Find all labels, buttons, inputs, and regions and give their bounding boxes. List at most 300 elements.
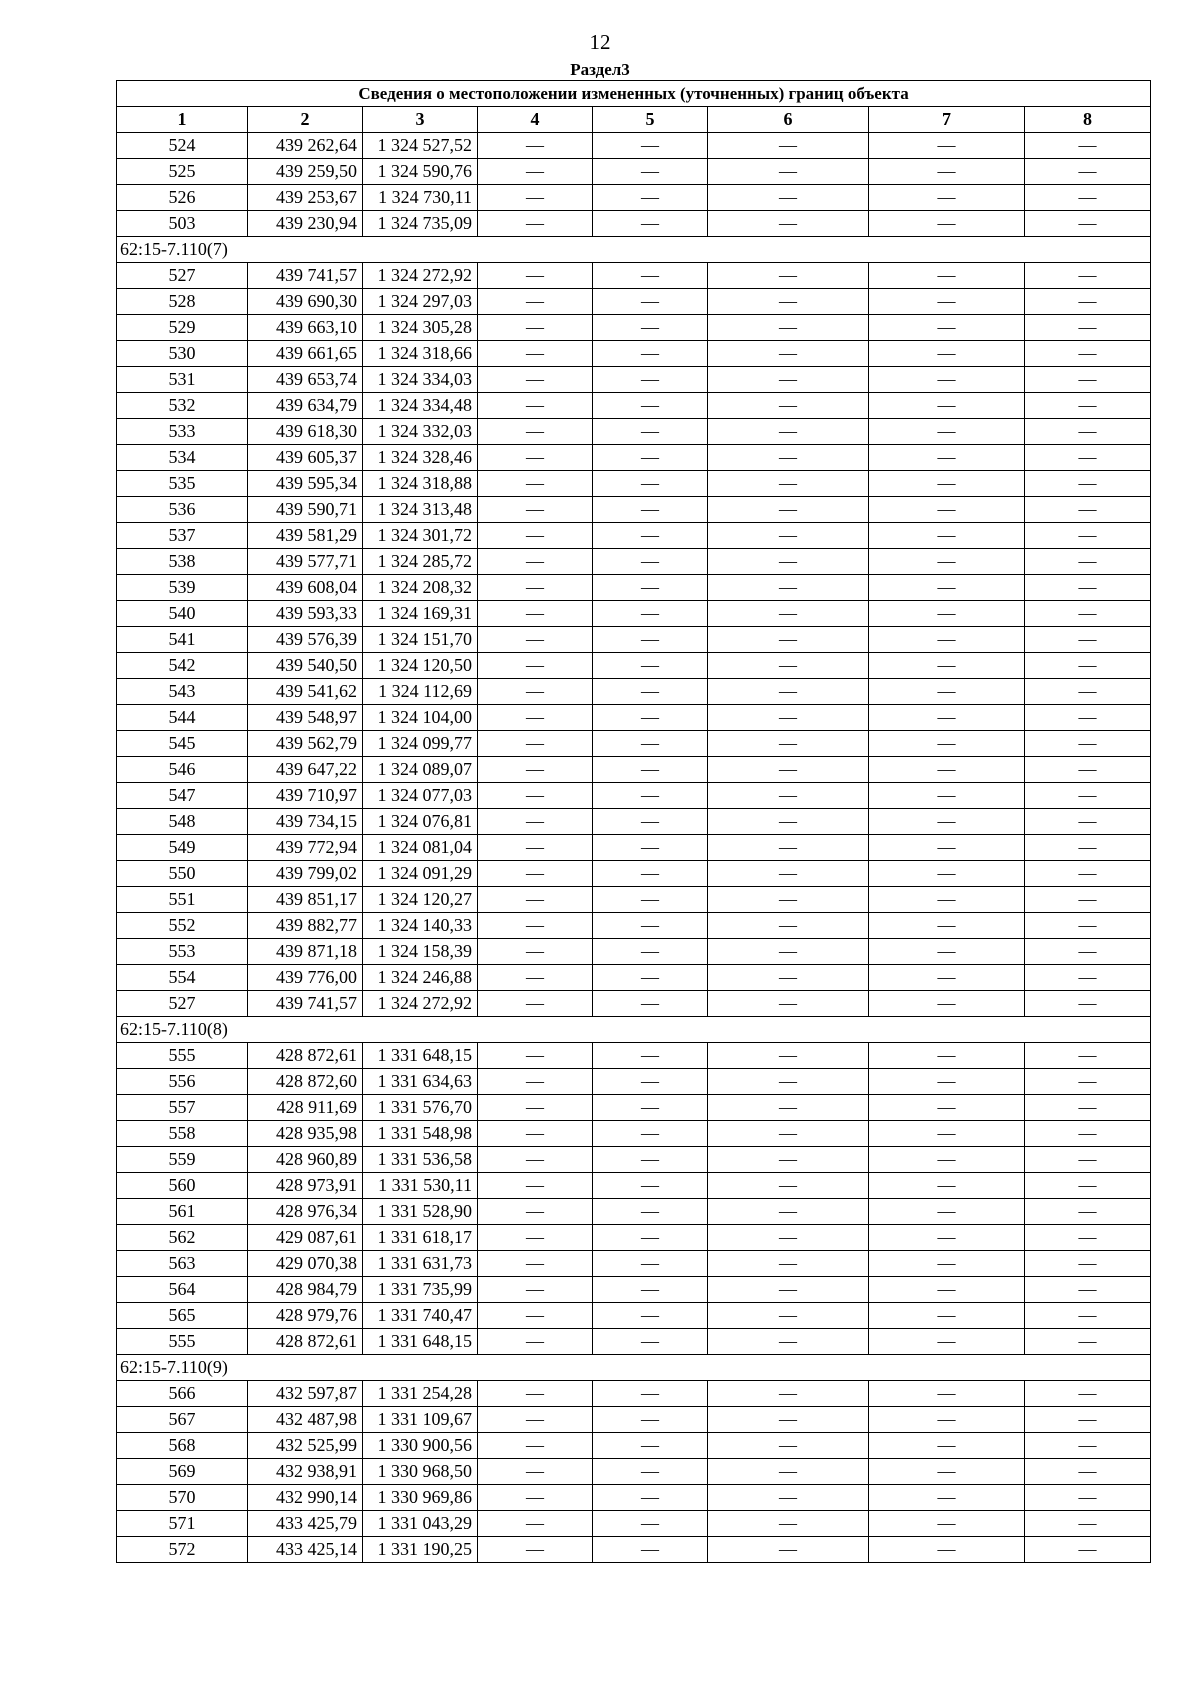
empty-value-cell: — bbox=[708, 1147, 869, 1173]
empty-value-cell: — bbox=[593, 419, 708, 445]
x-coordinate-cell: 439 647,22 bbox=[248, 757, 363, 783]
table-row bbox=[117, 1537, 1151, 1563]
empty-value-cell: — bbox=[593, 679, 708, 705]
empty-value-cell: — bbox=[593, 1381, 708, 1407]
empty-value-cell: — bbox=[869, 419, 1025, 445]
x-coordinate-cell: 439 262,64 bbox=[248, 133, 363, 159]
point-number-cell: 527 bbox=[117, 263, 248, 289]
empty-value-cell: — bbox=[708, 601, 869, 627]
empty-value-cell: — bbox=[1025, 1251, 1151, 1277]
table-row bbox=[117, 1511, 1151, 1537]
point-number-cell: 562 bbox=[117, 1225, 248, 1251]
empty-value-cell: — bbox=[708, 861, 869, 887]
empty-value-cell: — bbox=[478, 783, 593, 809]
empty-value-cell: — bbox=[708, 1485, 869, 1511]
y-coordinate-cell: 1 324 527,52 bbox=[363, 133, 478, 159]
x-coordinate-cell: 439 541,62 bbox=[248, 679, 363, 705]
table-row bbox=[117, 1043, 1151, 1069]
x-coordinate-cell: 439 851,17 bbox=[248, 887, 363, 913]
empty-value-cell: — bbox=[1025, 497, 1151, 523]
y-coordinate-cell: 1 331 536,58 bbox=[363, 1147, 478, 1173]
empty-value-cell: — bbox=[593, 1459, 708, 1485]
empty-value-cell: — bbox=[478, 497, 593, 523]
empty-value-cell: — bbox=[478, 523, 593, 549]
empty-value-cell: — bbox=[869, 757, 1025, 783]
empty-value-cell: — bbox=[1025, 861, 1151, 887]
y-coordinate-cell: 1 324 334,48 bbox=[363, 393, 478, 419]
point-number-cell: 526 bbox=[117, 185, 248, 211]
empty-value-cell: — bbox=[593, 1511, 708, 1537]
empty-value-cell: — bbox=[593, 887, 708, 913]
empty-value-cell: — bbox=[593, 783, 708, 809]
empty-value-cell: — bbox=[708, 1199, 869, 1225]
empty-value-cell: — bbox=[478, 367, 593, 393]
point-number-cell: 536 bbox=[117, 497, 248, 523]
table-row bbox=[117, 1433, 1151, 1459]
y-coordinate-cell: 1 324 081,04 bbox=[363, 835, 478, 861]
empty-value-cell: — bbox=[593, 1485, 708, 1511]
empty-value-cell: — bbox=[869, 497, 1025, 523]
x-coordinate-cell: 439 618,30 bbox=[248, 419, 363, 445]
empty-value-cell: — bbox=[478, 1459, 593, 1485]
point-number-cell: 550 bbox=[117, 861, 248, 887]
empty-value-cell: — bbox=[708, 263, 869, 289]
empty-value-cell: — bbox=[708, 549, 869, 575]
empty-value-cell: — bbox=[708, 705, 869, 731]
empty-value-cell: — bbox=[708, 445, 869, 471]
point-number-cell: 555 bbox=[117, 1329, 248, 1355]
empty-value-cell: — bbox=[593, 185, 708, 211]
x-coordinate-cell: 439 230,94 bbox=[248, 211, 363, 237]
empty-value-cell: — bbox=[708, 1303, 869, 1329]
y-coordinate-cell: 1 331 528,90 bbox=[363, 1199, 478, 1225]
empty-value-cell: — bbox=[593, 315, 708, 341]
point-number-cell: 558 bbox=[117, 1121, 248, 1147]
group-label: 62:15-7.110(8) bbox=[117, 1017, 1151, 1043]
point-number-cell: 557 bbox=[117, 1095, 248, 1121]
y-coordinate-cell: 1 324 140,33 bbox=[363, 913, 478, 939]
empty-value-cell: — bbox=[478, 1511, 593, 1537]
empty-value-cell: — bbox=[869, 1277, 1025, 1303]
empty-value-cell: — bbox=[708, 471, 869, 497]
table-row bbox=[117, 159, 1151, 185]
empty-value-cell: — bbox=[869, 861, 1025, 887]
empty-value-cell: — bbox=[478, 1303, 593, 1329]
empty-value-cell: — bbox=[869, 211, 1025, 237]
point-number-cell: 572 bbox=[117, 1537, 248, 1563]
x-coordinate-cell: 439 661,65 bbox=[248, 341, 363, 367]
group-label: 62:15-7.110(7) bbox=[117, 237, 1151, 263]
empty-value-cell: — bbox=[593, 731, 708, 757]
table-row bbox=[117, 133, 1151, 159]
empty-value-cell: — bbox=[478, 1381, 593, 1407]
empty-value-cell: — bbox=[708, 1043, 869, 1069]
group-label: 62:15-7.110(9) bbox=[117, 1355, 1151, 1381]
table-row bbox=[117, 601, 1151, 627]
empty-value-cell: — bbox=[593, 991, 708, 1017]
table-row bbox=[117, 1381, 1151, 1407]
table-row bbox=[117, 185, 1151, 211]
table-row bbox=[117, 341, 1151, 367]
empty-value-cell: — bbox=[708, 1277, 869, 1303]
point-number-cell: 551 bbox=[117, 887, 248, 913]
empty-value-cell: — bbox=[1025, 289, 1151, 315]
empty-value-cell: — bbox=[478, 211, 593, 237]
point-number-cell: 503 bbox=[117, 211, 248, 237]
empty-value-cell: — bbox=[478, 393, 593, 419]
group-row bbox=[117, 1355, 1151, 1381]
empty-value-cell: — bbox=[869, 679, 1025, 705]
empty-value-cell: — bbox=[869, 1485, 1025, 1511]
empty-value-cell: — bbox=[1025, 445, 1151, 471]
empty-value-cell: — bbox=[593, 523, 708, 549]
empty-value-cell: — bbox=[869, 913, 1025, 939]
group-row bbox=[117, 1017, 1151, 1043]
empty-value-cell: — bbox=[869, 627, 1025, 653]
empty-value-cell: — bbox=[869, 1537, 1025, 1563]
empty-value-cell: — bbox=[708, 809, 869, 835]
table-row bbox=[117, 471, 1151, 497]
table-row bbox=[117, 1251, 1151, 1277]
column-header-1: 1 bbox=[117, 107, 248, 133]
point-number-cell: 560 bbox=[117, 1173, 248, 1199]
empty-value-cell: — bbox=[1025, 393, 1151, 419]
empty-value-cell: — bbox=[478, 1433, 593, 1459]
y-coordinate-cell: 1 324 318,88 bbox=[363, 471, 478, 497]
empty-value-cell: — bbox=[593, 1173, 708, 1199]
point-number-cell: 530 bbox=[117, 341, 248, 367]
empty-value-cell: — bbox=[708, 575, 869, 601]
point-number-cell: 549 bbox=[117, 835, 248, 861]
empty-value-cell: — bbox=[869, 367, 1025, 393]
point-number-cell: 568 bbox=[117, 1433, 248, 1459]
empty-value-cell: — bbox=[1025, 263, 1151, 289]
empty-value-cell: — bbox=[593, 263, 708, 289]
empty-value-cell: — bbox=[1025, 991, 1151, 1017]
empty-value-cell: — bbox=[478, 159, 593, 185]
empty-value-cell: — bbox=[869, 601, 1025, 627]
table-caption-row bbox=[117, 81, 1151, 107]
empty-value-cell: — bbox=[708, 965, 869, 991]
empty-value-cell: — bbox=[593, 1147, 708, 1173]
empty-value-cell: — bbox=[869, 653, 1025, 679]
y-coordinate-cell: 1 324 285,72 bbox=[363, 549, 478, 575]
empty-value-cell: — bbox=[1025, 133, 1151, 159]
point-number-cell: 528 bbox=[117, 289, 248, 315]
table-row bbox=[117, 809, 1151, 835]
x-coordinate-cell: 428 872,61 bbox=[248, 1329, 363, 1355]
empty-value-cell: — bbox=[478, 1095, 593, 1121]
point-number-cell: 548 bbox=[117, 809, 248, 835]
empty-value-cell: — bbox=[1025, 341, 1151, 367]
empty-value-cell: — bbox=[1025, 1381, 1151, 1407]
empty-value-cell: — bbox=[1025, 549, 1151, 575]
empty-value-cell: — bbox=[593, 627, 708, 653]
empty-value-cell: — bbox=[593, 913, 708, 939]
empty-value-cell: — bbox=[1025, 159, 1151, 185]
table-row bbox=[117, 367, 1151, 393]
empty-value-cell: — bbox=[1025, 1459, 1151, 1485]
empty-value-cell: — bbox=[593, 1303, 708, 1329]
empty-value-cell: — bbox=[708, 523, 869, 549]
x-coordinate-cell: 439 605,37 bbox=[248, 445, 363, 471]
empty-value-cell: — bbox=[708, 1511, 869, 1537]
table-row bbox=[117, 549, 1151, 575]
empty-value-cell: — bbox=[1025, 315, 1151, 341]
empty-value-cell: — bbox=[593, 1251, 708, 1277]
x-coordinate-cell: 439 776,00 bbox=[248, 965, 363, 991]
x-coordinate-cell: 432 597,87 bbox=[248, 1381, 363, 1407]
empty-value-cell: — bbox=[593, 809, 708, 835]
empty-value-cell: — bbox=[478, 809, 593, 835]
empty-value-cell: — bbox=[869, 1199, 1025, 1225]
point-number-cell: 547 bbox=[117, 783, 248, 809]
x-coordinate-cell: 439 734,15 bbox=[248, 809, 363, 835]
empty-value-cell: — bbox=[869, 1147, 1025, 1173]
empty-value-cell: — bbox=[708, 393, 869, 419]
empty-value-cell: — bbox=[1025, 1511, 1151, 1537]
y-coordinate-cell: 1 330 968,50 bbox=[363, 1459, 478, 1485]
point-number-cell: 565 bbox=[117, 1303, 248, 1329]
y-coordinate-cell: 1 324 208,32 bbox=[363, 575, 478, 601]
x-coordinate-cell: 433 425,79 bbox=[248, 1511, 363, 1537]
empty-value-cell: — bbox=[869, 1173, 1025, 1199]
point-number-cell: 541 bbox=[117, 627, 248, 653]
empty-value-cell: — bbox=[869, 1329, 1025, 1355]
table-row bbox=[117, 991, 1151, 1017]
y-coordinate-cell: 1 331 648,15 bbox=[363, 1043, 478, 1069]
point-number-cell: 564 bbox=[117, 1277, 248, 1303]
point-number-cell: 539 bbox=[117, 575, 248, 601]
y-coordinate-cell: 1 331 648,15 bbox=[363, 1329, 478, 1355]
y-coordinate-cell: 1 324 099,77 bbox=[363, 731, 478, 757]
x-coordinate-cell: 432 990,14 bbox=[248, 1485, 363, 1511]
empty-value-cell: — bbox=[593, 1329, 708, 1355]
empty-value-cell: — bbox=[478, 575, 593, 601]
x-coordinate-cell: 428 960,89 bbox=[248, 1147, 363, 1173]
table-row bbox=[117, 289, 1151, 315]
empty-value-cell: — bbox=[708, 1225, 869, 1251]
empty-value-cell: — bbox=[708, 133, 869, 159]
empty-value-cell: — bbox=[708, 159, 869, 185]
y-coordinate-cell: 1 324 301,72 bbox=[363, 523, 478, 549]
x-coordinate-cell: 439 562,79 bbox=[248, 731, 363, 757]
empty-value-cell: — bbox=[478, 705, 593, 731]
empty-value-cell: — bbox=[708, 653, 869, 679]
empty-value-cell: — bbox=[1025, 1069, 1151, 1095]
y-coordinate-cell: 1 324 120,27 bbox=[363, 887, 478, 913]
empty-value-cell: — bbox=[1025, 705, 1151, 731]
column-header-5: 5 bbox=[593, 107, 708, 133]
empty-value-cell: — bbox=[708, 835, 869, 861]
y-coordinate-cell: 1 331 548,98 bbox=[363, 1121, 478, 1147]
empty-value-cell: — bbox=[708, 367, 869, 393]
point-number-cell: 567 bbox=[117, 1407, 248, 1433]
x-coordinate-cell: 428 979,76 bbox=[248, 1303, 363, 1329]
empty-value-cell: — bbox=[1025, 1173, 1151, 1199]
point-number-cell: 553 bbox=[117, 939, 248, 965]
empty-value-cell: — bbox=[1025, 471, 1151, 497]
table-row bbox=[117, 627, 1151, 653]
empty-value-cell: — bbox=[478, 861, 593, 887]
empty-value-cell: — bbox=[478, 757, 593, 783]
point-number-cell: 540 bbox=[117, 601, 248, 627]
point-number-cell: 543 bbox=[117, 679, 248, 705]
empty-value-cell: — bbox=[478, 1147, 593, 1173]
y-coordinate-cell: 1 331 530,11 bbox=[363, 1173, 478, 1199]
empty-value-cell: — bbox=[478, 939, 593, 965]
empty-value-cell: — bbox=[708, 913, 869, 939]
point-number-cell: 563 bbox=[117, 1251, 248, 1277]
empty-value-cell: — bbox=[708, 185, 869, 211]
empty-value-cell: — bbox=[1025, 1433, 1151, 1459]
empty-value-cell: — bbox=[593, 341, 708, 367]
empty-value-cell: — bbox=[708, 1459, 869, 1485]
table-row bbox=[117, 419, 1151, 445]
empty-value-cell: — bbox=[593, 471, 708, 497]
empty-value-cell: — bbox=[869, 1381, 1025, 1407]
empty-value-cell: — bbox=[869, 185, 1025, 211]
empty-value-cell: — bbox=[593, 757, 708, 783]
empty-value-cell: — bbox=[708, 679, 869, 705]
empty-value-cell: — bbox=[593, 939, 708, 965]
column-header-4: 4 bbox=[478, 107, 593, 133]
empty-value-cell: — bbox=[869, 289, 1025, 315]
empty-value-cell: — bbox=[869, 1433, 1025, 1459]
x-coordinate-cell: 439 253,67 bbox=[248, 185, 363, 211]
empty-value-cell: — bbox=[478, 1329, 593, 1355]
table-row bbox=[117, 211, 1151, 237]
y-coordinate-cell: 1 324 104,00 bbox=[363, 705, 478, 731]
empty-value-cell: — bbox=[1025, 523, 1151, 549]
y-coordinate-cell: 1 331 043,29 bbox=[363, 1511, 478, 1537]
empty-value-cell: — bbox=[1025, 1225, 1151, 1251]
empty-value-cell: — bbox=[478, 1043, 593, 1069]
empty-value-cell: — bbox=[593, 1069, 708, 1095]
empty-value-cell: — bbox=[708, 1329, 869, 1355]
empty-value-cell: — bbox=[478, 1173, 593, 1199]
table-row bbox=[117, 1485, 1151, 1511]
empty-value-cell: — bbox=[708, 1407, 869, 1433]
table-row bbox=[117, 1303, 1151, 1329]
empty-value-cell: — bbox=[478, 913, 593, 939]
y-coordinate-cell: 1 331 634,63 bbox=[363, 1069, 478, 1095]
empty-value-cell: — bbox=[1025, 1277, 1151, 1303]
empty-value-cell: — bbox=[708, 991, 869, 1017]
empty-value-cell: — bbox=[708, 1433, 869, 1459]
y-coordinate-cell: 1 324 246,88 bbox=[363, 965, 478, 991]
y-coordinate-cell: 1 324 590,76 bbox=[363, 159, 478, 185]
table-row bbox=[117, 263, 1151, 289]
empty-value-cell: — bbox=[708, 315, 869, 341]
x-coordinate-cell: 439 581,29 bbox=[248, 523, 363, 549]
empty-value-cell: — bbox=[1025, 1407, 1151, 1433]
x-coordinate-cell: 439 710,97 bbox=[248, 783, 363, 809]
y-coordinate-cell: 1 324 112,69 bbox=[363, 679, 478, 705]
empty-value-cell: — bbox=[593, 289, 708, 315]
x-coordinate-cell: 439 259,50 bbox=[248, 159, 363, 185]
x-coordinate-cell: 428 872,60 bbox=[248, 1069, 363, 1095]
empty-value-cell: — bbox=[869, 445, 1025, 471]
empty-value-cell: — bbox=[478, 887, 593, 913]
empty-value-cell: — bbox=[593, 705, 708, 731]
empty-value-cell: — bbox=[478, 653, 593, 679]
empty-value-cell: — bbox=[478, 1251, 593, 1277]
empty-value-cell: — bbox=[478, 445, 593, 471]
table-row bbox=[117, 497, 1151, 523]
empty-value-cell: — bbox=[1025, 367, 1151, 393]
empty-value-cell: — bbox=[708, 1121, 869, 1147]
empty-value-cell: — bbox=[708, 1173, 869, 1199]
empty-value-cell: — bbox=[708, 1381, 869, 1407]
empty-value-cell: — bbox=[593, 1095, 708, 1121]
x-coordinate-cell: 428 935,98 bbox=[248, 1121, 363, 1147]
empty-value-cell: — bbox=[869, 1303, 1025, 1329]
empty-value-cell: — bbox=[478, 419, 593, 445]
x-coordinate-cell: 428 973,91 bbox=[248, 1173, 363, 1199]
empty-value-cell: — bbox=[708, 1251, 869, 1277]
y-coordinate-cell: 1 324 334,03 bbox=[363, 367, 478, 393]
y-coordinate-cell: 1 331 190,25 bbox=[363, 1537, 478, 1563]
empty-value-cell: — bbox=[869, 809, 1025, 835]
x-coordinate-cell: 439 608,04 bbox=[248, 575, 363, 601]
y-coordinate-cell: 1 324 120,50 bbox=[363, 653, 478, 679]
empty-value-cell: — bbox=[593, 1433, 708, 1459]
empty-value-cell: — bbox=[1025, 1147, 1151, 1173]
empty-value-cell: — bbox=[1025, 1303, 1151, 1329]
table-row bbox=[117, 783, 1151, 809]
table-row bbox=[117, 1407, 1151, 1433]
column-header-8: 8 bbox=[1025, 107, 1151, 133]
empty-value-cell: — bbox=[869, 263, 1025, 289]
table-row bbox=[117, 393, 1151, 419]
empty-value-cell: — bbox=[869, 159, 1025, 185]
empty-value-cell: — bbox=[478, 1199, 593, 1225]
empty-value-cell: — bbox=[593, 133, 708, 159]
empty-value-cell: — bbox=[1025, 1537, 1151, 1563]
point-number-cell: 525 bbox=[117, 159, 248, 185]
empty-value-cell: — bbox=[478, 471, 593, 497]
empty-value-cell: — bbox=[869, 549, 1025, 575]
y-coordinate-cell: 1 324 169,31 bbox=[363, 601, 478, 627]
empty-value-cell: — bbox=[869, 1459, 1025, 1485]
empty-value-cell: — bbox=[1025, 419, 1151, 445]
x-coordinate-cell: 428 976,34 bbox=[248, 1199, 363, 1225]
empty-value-cell: — bbox=[869, 965, 1025, 991]
x-coordinate-cell: 439 634,79 bbox=[248, 393, 363, 419]
table-body bbox=[117, 81, 1151, 1563]
table-row bbox=[117, 1095, 1151, 1121]
empty-value-cell: — bbox=[1025, 939, 1151, 965]
empty-value-cell: — bbox=[1025, 887, 1151, 913]
empty-value-cell: — bbox=[593, 1537, 708, 1563]
empty-value-cell: — bbox=[593, 211, 708, 237]
empty-value-cell: — bbox=[593, 497, 708, 523]
point-number-cell: 527 bbox=[117, 991, 248, 1017]
empty-value-cell: — bbox=[593, 159, 708, 185]
empty-value-cell: — bbox=[708, 887, 869, 913]
column-header-6: 6 bbox=[708, 107, 869, 133]
empty-value-cell: — bbox=[478, 289, 593, 315]
empty-value-cell: — bbox=[593, 1121, 708, 1147]
table-row bbox=[117, 523, 1151, 549]
table-row bbox=[117, 315, 1151, 341]
empty-value-cell: — bbox=[593, 575, 708, 601]
y-coordinate-cell: 1 324 297,03 bbox=[363, 289, 478, 315]
empty-value-cell: — bbox=[869, 523, 1025, 549]
x-coordinate-cell: 428 872,61 bbox=[248, 1043, 363, 1069]
point-number-cell: 546 bbox=[117, 757, 248, 783]
